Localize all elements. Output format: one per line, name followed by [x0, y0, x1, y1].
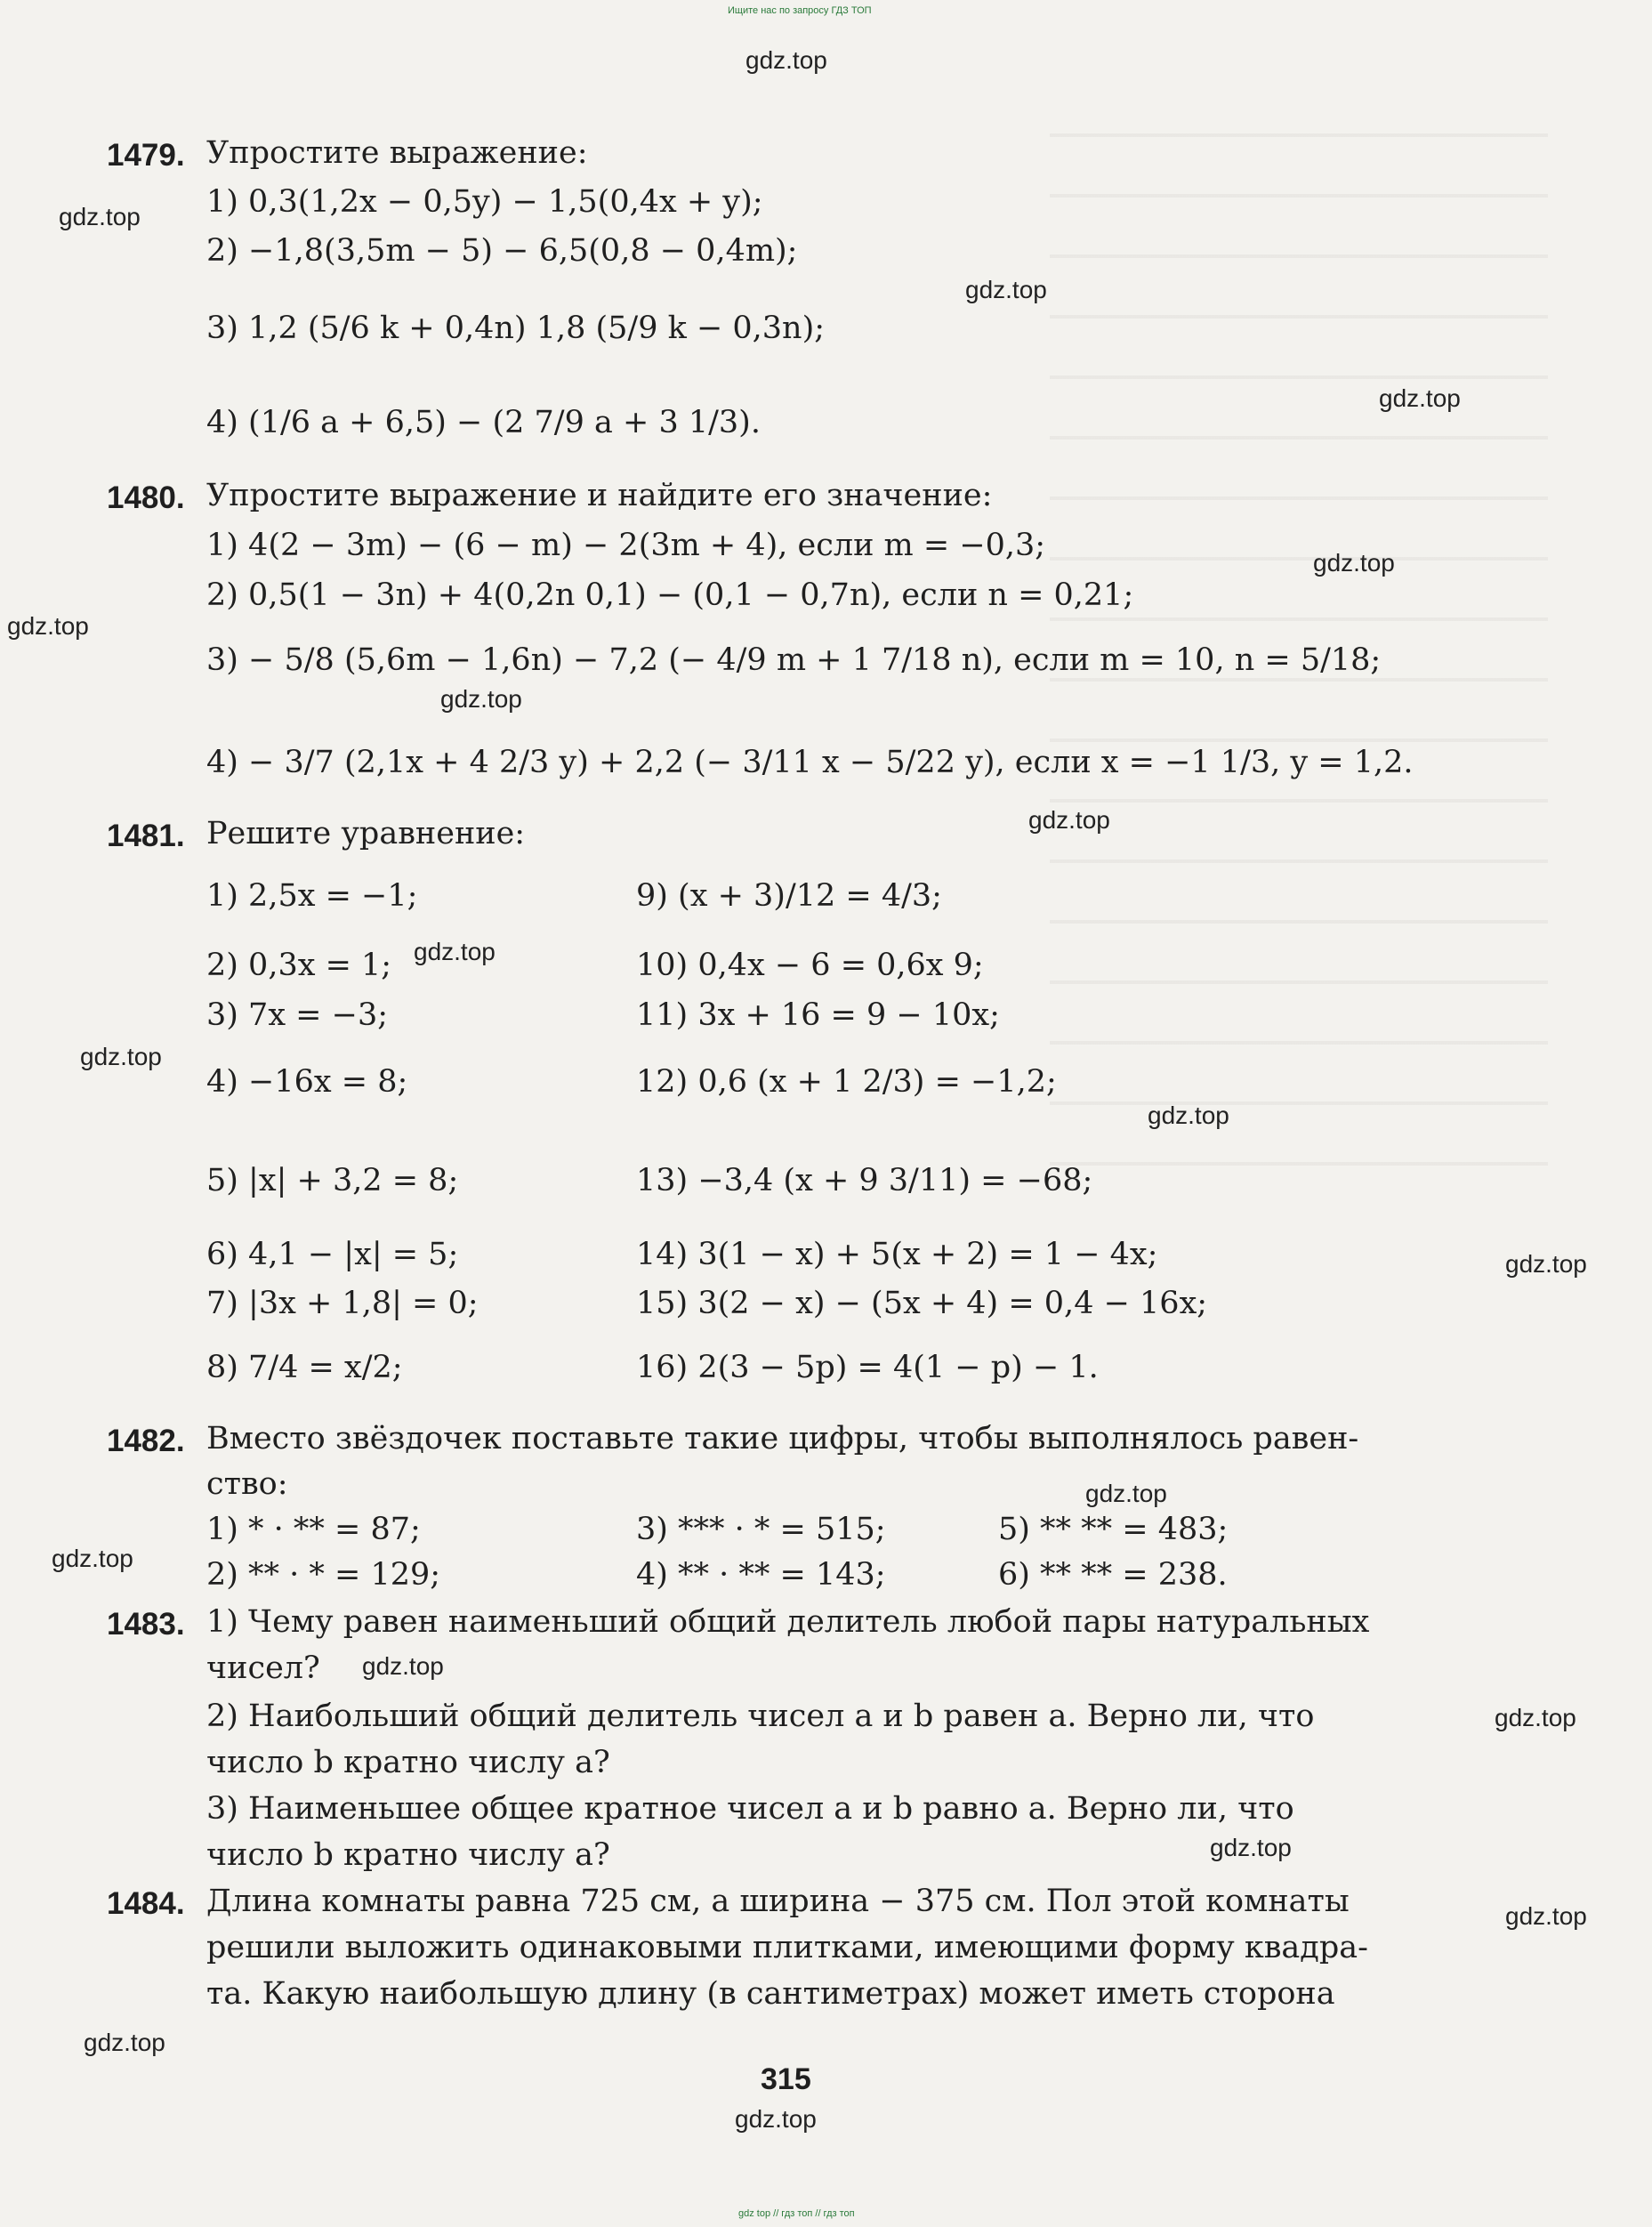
watermark: gdz.top: [1028, 806, 1110, 834]
problem-text: чисел?: [206, 1650, 320, 1686]
equation-item: 10) 0,4x − 6 = 0,6x 9;: [636, 948, 984, 983]
problem-text: та. Какую наибольшую длину (в сантиметрах) может иметь сторона: [206, 1976, 1335, 2012]
problem-title: ство:: [206, 1466, 288, 1502]
watermark: gdz.top: [1148, 1101, 1229, 1129]
problem-number: 1481.: [107, 819, 185, 853]
equation-item: 4) −16x = 8;: [206, 1064, 408, 1100]
watermark: gdz.top: [84, 2029, 165, 2056]
problem-item: 3) − 5/8 (5,6m − 1,6n) − 7,2 (− 4/9 m + 1 7/18 n), если m = 10, n = 5/18;: [206, 642, 1382, 678]
problem-text: 2) Наибольший общий делитель чисел a и b равен a. Верно ли, что: [206, 1698, 1315, 1734]
problem-number: 1484.: [107, 1886, 185, 1921]
problem-text: число b кратно числу a?: [206, 1745, 610, 1780]
problem-title: Вместо звёздочек поставьте такие цифры, чтобы выполнялось равен-: [206, 1421, 1359, 1456]
problem-title: Упростите выражение:: [206, 135, 588, 171]
watermark: gdz.top: [414, 938, 496, 965]
problem-item: 2) 0,5(1 − 3n) + 4(0,2n 0,1) − (0,1 − 0,7n), если n = 0,21;: [206, 577, 1134, 613]
page-number: 315: [761, 2062, 811, 2096]
problem-item: 2) −1,8(3,5m − 5) − 6,5(0,8 − 0,4m);: [206, 233, 798, 269]
problem-text: 3) Наименьшее общее кратное чисел a и b равно a. Верно ли, что: [206, 1791, 1294, 1827]
watermark: gdz.top: [965, 276, 1047, 303]
equation-item: 5) |x| + 3,2 = 8;: [206, 1163, 459, 1198]
problem-item: 1) 0,3(1,2x − 0,5y) − 1,5(0,4x + y);: [206, 184, 763, 220]
problem-title: Решите уравнение:: [206, 816, 526, 851]
watermark: gdz.top: [80, 1043, 162, 1070]
problem-text: число b кратно числу a?: [206, 1837, 610, 1873]
problem-number: 1482.: [107, 1424, 185, 1458]
problem-item: 2) ** · * = 129;: [206, 1557, 441, 1593]
watermark: gdz.top: [52, 1545, 133, 1572]
watermark: gdz.top: [1085, 1480, 1167, 1507]
watermark: gdz.top: [362, 1652, 444, 1680]
problem-item: 6) ** ** = 238.: [998, 1557, 1228, 1593]
watermark: gdz.top: [1495, 1704, 1576, 1731]
equation-item: 7) |3x + 1,8| = 0;: [206, 1286, 479, 1321]
problem-item: 4) (1/6 a + 6,5) − (2 7/9 a + 3 1/3).: [206, 405, 761, 440]
problem-text: Длина комнаты равна 725 см, а ширина − 375 см. Пол этой комнаты: [206, 1884, 1350, 1919]
watermark: gdz.top: [59, 203, 141, 230]
problem-item: 4) ** · ** = 143;: [636, 1557, 886, 1593]
equation-item: 12) 0,6 (x + 1 2/3) = −1,2;: [636, 1064, 1057, 1100]
watermark: gdz.top: [7, 612, 89, 640]
watermark: gdz.top: [1505, 1902, 1587, 1930]
equation-item: 8) 7/4 = x/2;: [206, 1350, 403, 1385]
watermark: gdz.top: [1210, 1834, 1292, 1861]
problem-number: 1483.: [107, 1607, 185, 1642]
problem-item: 1) * · ** = 87;: [206, 1512, 421, 1547]
problem-text: 1) Чему равен наименьший общий делитель любой пары натуральных: [206, 1604, 1370, 1640]
watermark: gdz.top: [1313, 549, 1395, 577]
problem-item: 3) 1,2 (5/6 k + 0,4n) 1,8 (5/9 k − 0,3n);: [206, 311, 826, 346]
watermark: gdz.top: [1505, 1250, 1587, 1278]
watermark: gdz.top: [1379, 384, 1461, 412]
equation-item: 14) 3(1 − x) + 5(x + 2) = 1 − 4x;: [636, 1237, 1158, 1272]
equation-item: 1) 2,5x = −1;: [206, 878, 418, 914]
problem-item: 3) *** · * = 515;: [636, 1512, 886, 1547]
equation-item: 13) −3,4 (x + 9 3/11) = −68;: [636, 1163, 1093, 1198]
equation-item: 9) (x + 3)/12 = 4/3;: [636, 878, 942, 914]
problem-item: 5) ** ** = 483;: [998, 1512, 1229, 1547]
problem-text: решили выложить одинаковыми плитками, имеющими форму квадра-: [206, 1930, 1368, 1965]
equation-item: 15) 3(2 − x) − (5x + 4) = 0,4 − 16x;: [636, 1286, 1208, 1321]
equation-item: 16) 2(3 − 5p) = 4(1 − p) − 1.: [636, 1350, 1099, 1385]
problem-item: 1) 4(2 − 3m) − (6 − m) − 2(3m + 4), если m = −0,3;: [206, 528, 1046, 563]
problem-title: Упростите выражение и найдите его значение:: [206, 478, 993, 513]
watermark: gdz.top: [440, 685, 522, 713]
watermark: gdz.top: [735, 2105, 817, 2133]
problem-item: 4) − 3/7 (2,1x + 4 2/3 y) + 2,2 (− 3/11 x − 5/22 y), если x = −1 1/3, y = 1,2.: [206, 745, 1414, 780]
equation-item: 6) 4,1 − |x| = 5;: [206, 1237, 459, 1272]
problem-number: 1480.: [107, 480, 185, 515]
problem-number: 1479.: [107, 138, 185, 173]
equation-item: 2) 0,3x = 1;: [206, 948, 392, 983]
watermark: gdz.top: [745, 46, 827, 74]
equation-item: 3) 7x = −3;: [206, 997, 389, 1033]
footer-note: gdz top // гдз топ // гдз топ: [738, 2208, 855, 2219]
equation-item: 11) 3x + 16 = 9 − 10x;: [636, 997, 1000, 1033]
top-note: Ищите нас по запросу ГДЗ ТОП: [728, 5, 872, 16]
